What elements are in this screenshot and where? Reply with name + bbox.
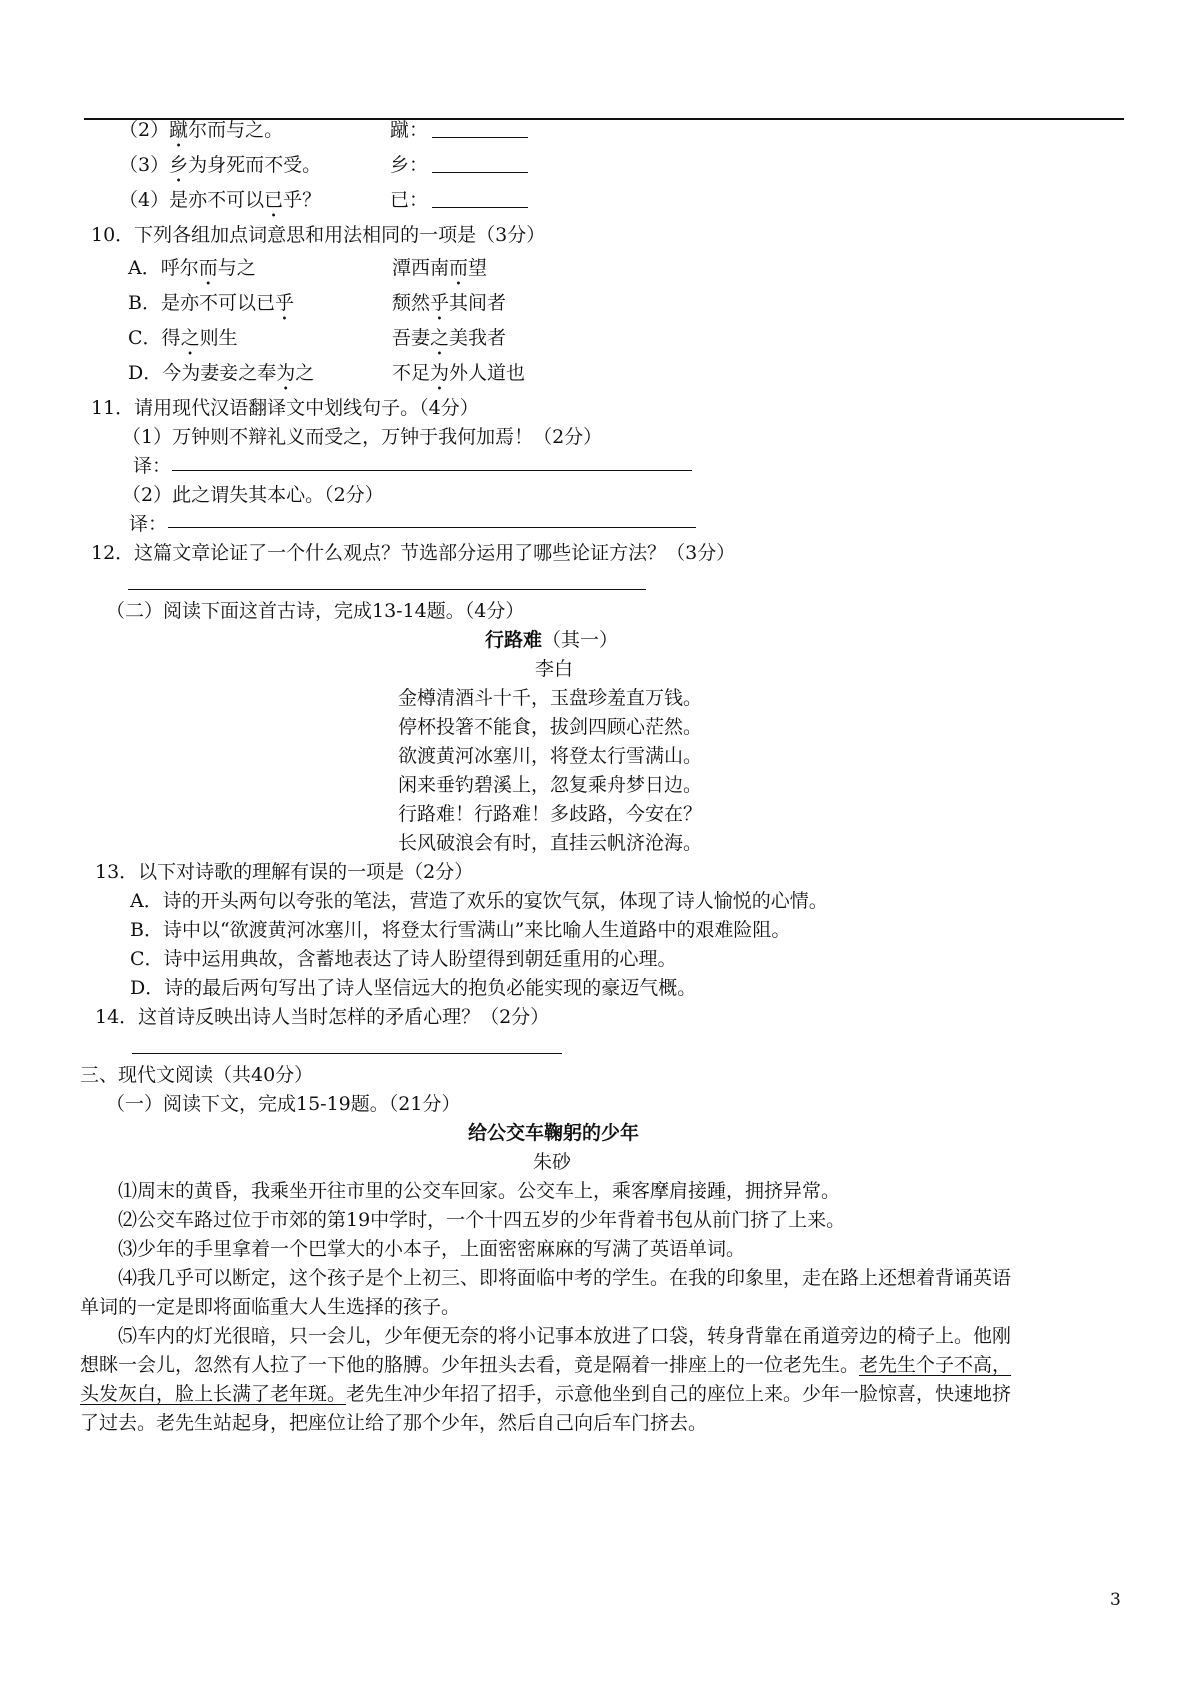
- article-paragraph-4: ⑷我几乎可以断定，这个孩子是个上初三、即将面临中考的学生。在我的印象里，走在路上还想着背诵英语: [118, 1267, 1012, 1289]
- q10-option-a[interactable]: A．呼尔而与之: [128, 257, 256, 279]
- article-paragraph-5: ⑸车内的灯光很暗，只一会儿，少年便无奈的将小记事本放进了口袋，转身背靠在甬道旁边的椅子上。他刚: [118, 1325, 1012, 1347]
- q10-option-a-right: 潭西南而望: [392, 257, 488, 279]
- answer-blank[interactable]: [432, 136, 528, 138]
- q12-answer-line[interactable]: [128, 589, 646, 590]
- q14-stem: 14．这首诗反映出诗人当时怎样的矛盾心理？（2分）: [95, 1006, 550, 1028]
- article-paragraph-1: ⑴周末的黄昏，我乘坐开往市里的公交车回家。公交车上，乘客摩肩接踵，拥挤异常。: [118, 1180, 841, 1202]
- underlined-sentence: 老先生个子不高，: [859, 1354, 1012, 1376]
- q10-option-b-right: 颓然乎其间者: [392, 292, 507, 314]
- poem-line: 金樽清酒斗十千，玉盘珍羞直万钱。: [398, 687, 703, 709]
- article-paragraph-3: ⑶少年的手里拿着一个巴掌大的小本子，上面密密麻麻的写满了英语单词。: [118, 1238, 746, 1260]
- page-number: 3: [1110, 1590, 1121, 1610]
- underlined-sentence: 头发灰白，脸上长满了老年斑。: [80, 1383, 347, 1405]
- answer-blank[interactable]: [432, 171, 528, 173]
- poem-section-heading: （二）阅读下面这首古诗，完成13-14题。（4分）: [106, 600, 525, 622]
- q11-sentence-1: （1）万钟则不辩礼义而受之，万钟于我何加焉！（2分）: [122, 426, 603, 448]
- q10-option-d[interactable]: D．今为妻妾之奉为之: [128, 362, 315, 384]
- article-paragraph-5-line-3: 头发灰白，脸上长满了老年斑。老先生冲少年招了招手，示意他坐到自己的座位上来。少年一脸惊喜，快速地挤: [80, 1383, 1012, 1405]
- q13-option-c[interactable]: C．诗中运用典故，含蓄地表达了诗人盼望得到朝廷重用的心理。: [130, 948, 677, 970]
- q11-answer-line-2[interactable]: [168, 527, 696, 528]
- q11-answer-line-1[interactable]: [172, 470, 692, 471]
- article-paragraph-5-line-4: 了过去。老先生站起身，把座位让给了那个少年，然后自己向后车门挤去。: [80, 1412, 708, 1434]
- q11-translate-label-2: 译：: [129, 513, 168, 535]
- q10-option-d-right: 不足为外人道也: [392, 362, 526, 384]
- q10-option-c[interactable]: C．得之则生: [128, 327, 238, 349]
- q13-option-b[interactable]: B．诗中以“欲渡黄河冰塞川，将登太行雪满山”来比喻人生道路中的艰难险阻。: [130, 919, 791, 941]
- q9-item-3-answer: 乡：: [390, 153, 528, 177]
- article-paragraph-5-line-2: 想眯一会儿，忽然有人拉了一下他的胳膊。少年扭头去看，竟是隔着一排座上的一位老先生。老先生个子不高，: [80, 1354, 1012, 1376]
- q13-option-d[interactable]: D．诗的最后两句写出了诗人坚信远大的抱负必能实现的豪迈气概。: [130, 977, 697, 999]
- q11-sentence-2: （2）此之谓失其本心。（2分）: [122, 484, 384, 506]
- poem-line: 长风破浪会有时，直挂云帆济沧海。: [398, 832, 703, 854]
- answer-blank[interactable]: [432, 206, 528, 208]
- article-paragraph-4-cont: 单词的一定是即将面临重大人生选择的孩子。: [80, 1296, 461, 1318]
- q10-option-c-right: 吾妻之美我者: [392, 327, 507, 349]
- article-author: 朱砂: [533, 1151, 572, 1173]
- q13-stem: 13．以下对诗歌的理解有误的一项是（2分）: [95, 861, 474, 883]
- part3-heading: 三、现代文阅读（共40分）: [80, 1064, 314, 1086]
- poem-line: 行路难！行路难！多歧路，今安在？: [398, 803, 703, 825]
- q11-translate-label-1: 译：: [133, 455, 172, 477]
- q10-stem: 10．下列各组加点词意思和用法相同的一项是（3分）: [91, 224, 546, 246]
- poem-line: 欲渡黄河冰塞川，将登太行雪满山。: [398, 745, 703, 767]
- part3-section-heading: （一）阅读下文，完成15-19题。（21分）: [106, 1093, 461, 1115]
- article-paragraph-2: ⑵公交车路过位于市郊的第19中学时，一个十四五岁的少年背着书包从前门挤了上来。: [118, 1209, 846, 1231]
- q11-stem: 11．请用现代汉语翻译文中划线句子。（4分）: [91, 397, 479, 419]
- q12-stem: 12．这篇文章论证了一个什么观点？节选部分运用了哪些论证方法？（3分）: [91, 542, 736, 564]
- q9-item-2: （2）蹴尔而与之。: [119, 119, 284, 141]
- q9-item-4: （4）是亦不可以已乎？: [119, 189, 322, 211]
- q14-answer-line[interactable]: [132, 1053, 562, 1054]
- article-title: 给公交车鞠躬的少年: [468, 1122, 640, 1144]
- poem-line: 闲来垂钓碧溪上，忽复乘舟梦日边。: [398, 774, 703, 796]
- q9-item-3: （3）乡为身死而不受。: [119, 154, 322, 176]
- q9-item-4-answer: 已：: [390, 188, 528, 212]
- q10-option-b[interactable]: B．是亦不可以已乎: [128, 292, 294, 314]
- poem-line: 停杯投箸不能食，拔剑四顾心茫然。: [398, 716, 703, 738]
- poem-author: 李白: [535, 658, 574, 680]
- q9-item-2-answer: 蹴：: [390, 118, 528, 142]
- poem-title: 行路难（其一）: [485, 629, 619, 651]
- q13-option-a[interactable]: A．诗的开头两句以夸张的笔法，营造了欢乐的宴饮气氛，体现了诗人愉悦的心情。: [130, 890, 828, 912]
